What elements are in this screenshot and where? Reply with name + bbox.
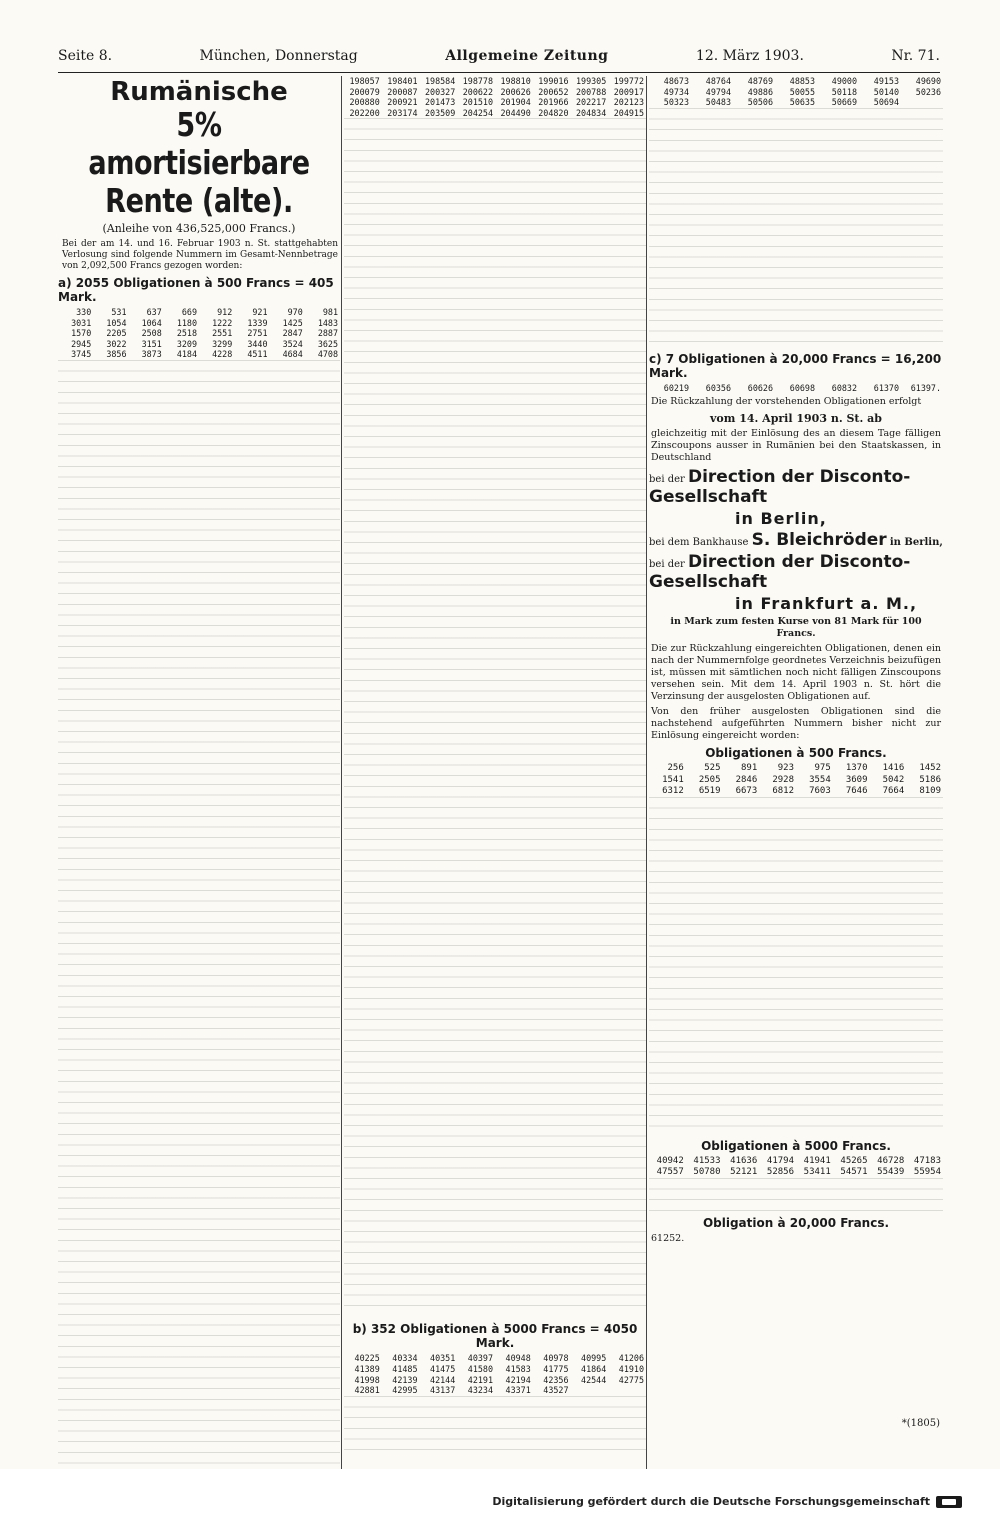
bank-prefix: bei der	[649, 474, 685, 486]
table-cell: 2205	[106, 328, 127, 339]
table-cell: 50118	[831, 86, 857, 97]
table-cell: 3209	[176, 338, 197, 349]
table-cell: 4708	[317, 349, 338, 360]
unredeemed-notice: Von den früher ausgelosten Obligationen sind die nachstehend aufgeführten Nummern bisher nicht zur Einlösung eingereicht worden:	[651, 706, 941, 742]
table-cell: 50483	[705, 97, 731, 108]
section-a-heading: a) 2055 Obligationen à 500 Francs = 405 Mark.	[58, 276, 334, 304]
table-cell: 50323	[663, 97, 689, 108]
table-cell: 201510	[462, 97, 493, 108]
table-cell: 40351	[430, 1353, 456, 1364]
table-cell: 330	[76, 307, 92, 317]
footnote-mark: *(1805)	[901, 1418, 940, 1429]
table-cell: 256	[667, 763, 684, 774]
column-2	[344, 76, 646, 1469]
last-number: 61252.	[651, 1233, 685, 1245]
bank-name: Direction der Disconto-Gesellschaft	[649, 552, 911, 593]
bank-name: S. Bleichröder	[751, 530, 887, 551]
table-cell: 47557	[656, 1167, 684, 1178]
bank-city: in Berlin,	[889, 537, 943, 549]
table-cell: 60626	[747, 382, 773, 393]
number-table-illegible	[344, 1396, 646, 1456]
number-table-500	[649, 763, 943, 797]
number-table-continued	[649, 76, 943, 108]
table-cell: 1054	[106, 317, 127, 328]
table-cell: 43137	[430, 1385, 456, 1396]
bank-city: in Berlin,	[735, 509, 827, 529]
table-cell: 3856	[106, 349, 127, 360]
table-cell: 60356	[705, 382, 731, 393]
table-cell: 40978	[543, 1353, 569, 1364]
table-cell: 198810	[500, 76, 531, 86]
table-cell: 49886	[747, 86, 773, 97]
table-cell: 53411	[803, 1167, 831, 1178]
table-cell: 204834	[575, 107, 607, 118]
section-b-heading: b) 352 Obligationen à 5000 Francs = 4050 Mark.	[352, 1322, 638, 1351]
table-cell: 200917	[613, 86, 644, 97]
table-cell: 2518	[176, 328, 197, 339]
table-cell: 50140	[873, 86, 899, 97]
number-table-continued	[344, 76, 646, 118]
table-cell: 43371	[505, 1385, 531, 1396]
table-cell: 42881	[354, 1385, 380, 1396]
table-cell: 200626	[500, 86, 531, 97]
page-number: Seite 8.	[58, 48, 113, 64]
number-table-illegible	[344, 118, 646, 1316]
table-cell: 60698	[789, 382, 815, 393]
table-cell: 41941	[803, 1155, 831, 1166]
table-cell: 40995	[581, 1353, 607, 1364]
table-cell: 7646	[845, 785, 868, 796]
table-cell: 41910	[618, 1363, 644, 1374]
bank-entry-2	[649, 530, 943, 550]
table-cell: 2887	[317, 328, 338, 339]
table-cell: 5186	[919, 774, 941, 785]
table-cell: 52121	[730, 1167, 758, 1178]
table-cell: 48764	[705, 76, 731, 86]
table-cell: 2551	[212, 328, 233, 339]
issue-number: Nr. 71.	[891, 48, 940, 64]
table-cell: 1452	[919, 763, 941, 774]
table-cell: 4184	[176, 349, 197, 360]
table-cell: 200880	[349, 97, 380, 108]
table-cell: 41580	[467, 1363, 493, 1374]
table-cell: 200652	[538, 86, 569, 97]
table-cell: 201904	[500, 97, 531, 108]
table-cell: 41533	[693, 1155, 721, 1166]
table-cell: 49000	[831, 76, 857, 86]
number-table-a	[58, 307, 340, 360]
table-cell: 47183	[913, 1155, 941, 1166]
table-cell: 41206	[618, 1353, 644, 1364]
table-cell: 200622	[462, 86, 493, 97]
table-cell: 41636	[730, 1155, 758, 1166]
table-cell: 200788	[575, 86, 607, 97]
table-cell: 198584	[424, 76, 456, 86]
table-cell: 48853	[789, 76, 815, 86]
table-cell: 52856	[766, 1167, 794, 1178]
table-cell: 204915	[613, 107, 644, 118]
repayment-date: vom 14. April 1903 n. St. ab	[710, 412, 882, 426]
table-cell: 5042	[882, 774, 905, 785]
table-cell: 200327	[424, 86, 456, 97]
table-cell: 1064	[141, 317, 162, 328]
bank-prefix: bei der	[649, 559, 685, 571]
newspaper-title: Allgemeine Zeitung	[445, 48, 609, 64]
table-cell: 49734	[663, 86, 689, 97]
table-cell: 204254	[462, 107, 493, 118]
table-cell: 49153	[873, 76, 899, 86]
table-cell: 3022	[106, 338, 127, 349]
table-cell: 42191	[467, 1374, 493, 1385]
table-cell: 2928	[772, 774, 794, 785]
table-cell: 199772	[613, 76, 644, 86]
table-cell: 531	[111, 307, 127, 317]
table-cell: 50694	[873, 97, 899, 108]
table-cell: 50506	[747, 97, 773, 108]
table-cell: 3609	[845, 774, 868, 785]
coupon-notice: gleichzeitig mit der Einlösung des an diesem Tage fälligen Zinscoupons ausser in Rumänien bei den Staatskassen, in Deutschland	[651, 428, 941, 464]
number-table-c	[649, 383, 943, 394]
ad-subtitle: (Anleihe von 436,525,000 Francs.)	[102, 222, 296, 235]
table-cell: 3524	[282, 338, 303, 349]
table-cell: 4228	[212, 349, 233, 360]
intro-text: Bei der am 14. und 16. Februar 1903 n. St. stattgehabten Verlosung sind folgende Nummern im Gesamt-Nennbetrage von 2,092,500 Francs gezogen worden:	[62, 239, 338, 271]
column-1	[58, 76, 340, 1469]
table-cell: 2945	[71, 338, 92, 349]
table-cell: 1222	[212, 317, 233, 328]
number-table-illegible	[649, 797, 943, 1135]
table-cell: 204820	[538, 107, 569, 118]
page-header	[58, 48, 940, 73]
table-cell: 923	[777, 763, 794, 774]
number-table-b	[344, 1353, 646, 1395]
table-cell: 48673	[663, 76, 689, 86]
table-cell: 50669	[831, 97, 857, 108]
digitization-credit	[492, 1495, 962, 1508]
table-cell: 912	[217, 307, 233, 317]
table-cell: 6812	[772, 785, 794, 796]
column-rule	[646, 76, 647, 1469]
table-cell: 45265	[840, 1155, 868, 1166]
table-cell: 525	[704, 763, 721, 774]
table-cell: 1339	[247, 317, 268, 328]
table-cell: 43234	[467, 1385, 493, 1396]
table-cell: 198057	[349, 76, 380, 86]
table-cell: 669	[181, 307, 197, 317]
column-3	[649, 76, 943, 1469]
table-cell: 41583	[505, 1363, 531, 1374]
table-cell: 198401	[387, 76, 418, 86]
table-cell: 42144	[430, 1374, 456, 1385]
table-cell: 203509	[424, 107, 456, 118]
table-cell: 42995	[392, 1385, 418, 1396]
section-c-heading: c) 7 Obligationen à 20,000 Francs = 16,200 Mark.	[649, 351, 942, 380]
table-cell: 46728	[877, 1155, 905, 1166]
table-cell: 40397	[467, 1353, 493, 1364]
table-cell: 3031	[71, 317, 92, 328]
column-rule	[341, 76, 342, 1469]
table-cell: 1570	[71, 328, 92, 339]
table-cell: 1180	[176, 317, 197, 328]
table-cell: 49690	[915, 76, 941, 86]
table-cell: 4684	[282, 349, 303, 360]
table-cell: 3440	[247, 338, 268, 349]
bank-name: Direction der Disconto-Gesellschaft	[649, 467, 911, 508]
table-cell: 6673	[735, 785, 758, 796]
table-cell: 2508	[141, 328, 162, 339]
table-cell: 921	[252, 307, 268, 317]
number-table-5000	[649, 1156, 943, 1178]
table-cell: 3151	[141, 338, 162, 349]
table-cell: 1541	[662, 774, 684, 785]
table-cell: 43527	[543, 1385, 569, 1396]
table-cell: 54571	[840, 1167, 868, 1178]
table-cell: 2846	[735, 774, 758, 785]
table-cell: 42544	[581, 1374, 607, 1385]
table-cell: 4511	[247, 349, 268, 360]
credit-text: Digitalisierung gefördert durch die Deutsche Forschungsgemeinschaft	[492, 1495, 930, 1508]
number-table-illegible	[58, 360, 340, 1469]
table-cell: 202123	[613, 97, 644, 108]
table-cell: 60219	[663, 382, 689, 393]
table-cell: 41775	[543, 1363, 569, 1374]
section-500-heading: Obligationen à 500 Francs.	[705, 746, 887, 761]
place-day: München, Donnerstag	[199, 48, 358, 64]
number-table-illegible	[649, 1178, 943, 1212]
table-cell: 42356	[543, 1374, 569, 1385]
table-cell: 41864	[581, 1363, 607, 1374]
table-cell: 41794	[766, 1155, 794, 1166]
table-cell: 7664	[882, 785, 905, 796]
table-cell: 204490	[500, 107, 531, 118]
table-cell: 55439	[877, 1167, 905, 1178]
submission-notice: Die zur Rückzahlung eingereichten Obligationen, denen ein nach der Nummernfolge geordnetes Verzeichnis beizufügen ist, müssen mit sämtlichen noch nicht fälligen Zinscoupons versehen sein. Mit dem 14. April 1903 n. St. hört die Verzinsung der ausgelosten Obligationen auf.	[651, 643, 941, 703]
table-cell: 637	[146, 307, 162, 317]
table-cell: 41998	[354, 1374, 380, 1385]
table-cell: 3625	[317, 338, 338, 349]
table-cell: 6312	[662, 785, 684, 796]
table-cell: 42139	[392, 1374, 418, 1385]
table-cell: 40334	[392, 1353, 418, 1364]
table-cell: 2505	[698, 774, 721, 785]
table-cell: 2847	[282, 328, 303, 339]
table-cell: 40225	[354, 1353, 380, 1364]
table-cell: 199016	[538, 76, 569, 86]
table-cell: 891	[740, 763, 758, 774]
table-cell: 8109	[919, 785, 941, 796]
table-cell: 200921	[387, 97, 418, 108]
bank-prefix: bei dem Bankhause	[649, 537, 749, 549]
exchange-rate: in Mark zum festen Kurse von 81 Mark für 100 Francs.	[670, 616, 922, 640]
table-cell: 55954	[913, 1167, 941, 1178]
table-cell: 40948	[505, 1353, 531, 1364]
section-5000-heading: Obligationen à 5000 Francs.	[701, 1138, 891, 1153]
table-cell: 50780	[693, 1167, 721, 1178]
table-cell: 50236	[915, 86, 941, 97]
section-20000-heading: Obligation à 20,000 Francs.	[702, 1216, 890, 1231]
ad-title: Rumänische	[110, 77, 288, 107]
table-cell: 1425	[282, 317, 303, 328]
table-cell: 49794	[705, 86, 731, 97]
table-cell: 42775	[618, 1374, 644, 1385]
table-cell: 199305	[575, 76, 607, 86]
table-cell: 200079	[349, 86, 380, 97]
bank-entry-1	[649, 467, 943, 507]
table-cell: 3745	[71, 349, 92, 360]
ad-headline: 5% amortisierbare Rente (alte).	[88, 105, 310, 220]
table-cell: 61370	[873, 382, 899, 393]
table-cell: 970	[287, 307, 303, 317]
table-cell: 198778	[462, 76, 493, 86]
table-cell: 7603	[809, 785, 831, 796]
table-cell: 48769	[747, 76, 773, 86]
issue-date: 12. März 1903.	[695, 48, 804, 64]
table-cell: 975	[814, 763, 831, 774]
repayment-notice: Die Rückzahlung der vorstehenden Obligationen erfolgt	[651, 396, 922, 408]
table-cell: 41485	[392, 1363, 418, 1374]
table-cell: 6519	[698, 785, 721, 796]
table-cell: 3299	[212, 338, 233, 349]
table-cell: 202217	[575, 97, 607, 108]
footer-bar	[0, 1469, 1000, 1527]
table-cell: 202200	[349, 107, 380, 118]
table-cell: 50055	[789, 86, 815, 97]
table-cell: 203174	[387, 107, 418, 118]
table-cell: 201473	[424, 97, 456, 108]
table-cell: 1370	[845, 763, 868, 774]
table-cell: 41389	[354, 1363, 380, 1374]
table-cell: 2751	[247, 328, 268, 339]
table-cell: 50635	[789, 97, 815, 108]
table-cell: 3554	[809, 774, 831, 785]
table-cell: 41475	[430, 1363, 456, 1374]
number-table-illegible	[649, 108, 943, 348]
table-cell: 200087	[387, 86, 418, 97]
table-cell: 42194	[505, 1374, 531, 1385]
bank-entry-3	[649, 552, 943, 592]
table-cell: 201966	[538, 97, 569, 108]
table-cell: 1416	[882, 763, 905, 774]
bank-city: in Frankfurt a. M.,	[735, 594, 918, 614]
table-cell: 981	[322, 307, 338, 317]
table-cell: 1483	[317, 317, 338, 328]
table-cell: 3873	[141, 349, 162, 360]
table-cell: 60832	[831, 382, 857, 393]
table-cell: 40942	[656, 1155, 684, 1166]
dfg-logo-icon	[936, 1496, 962, 1508]
table-cell: 61397.	[910, 382, 941, 393]
